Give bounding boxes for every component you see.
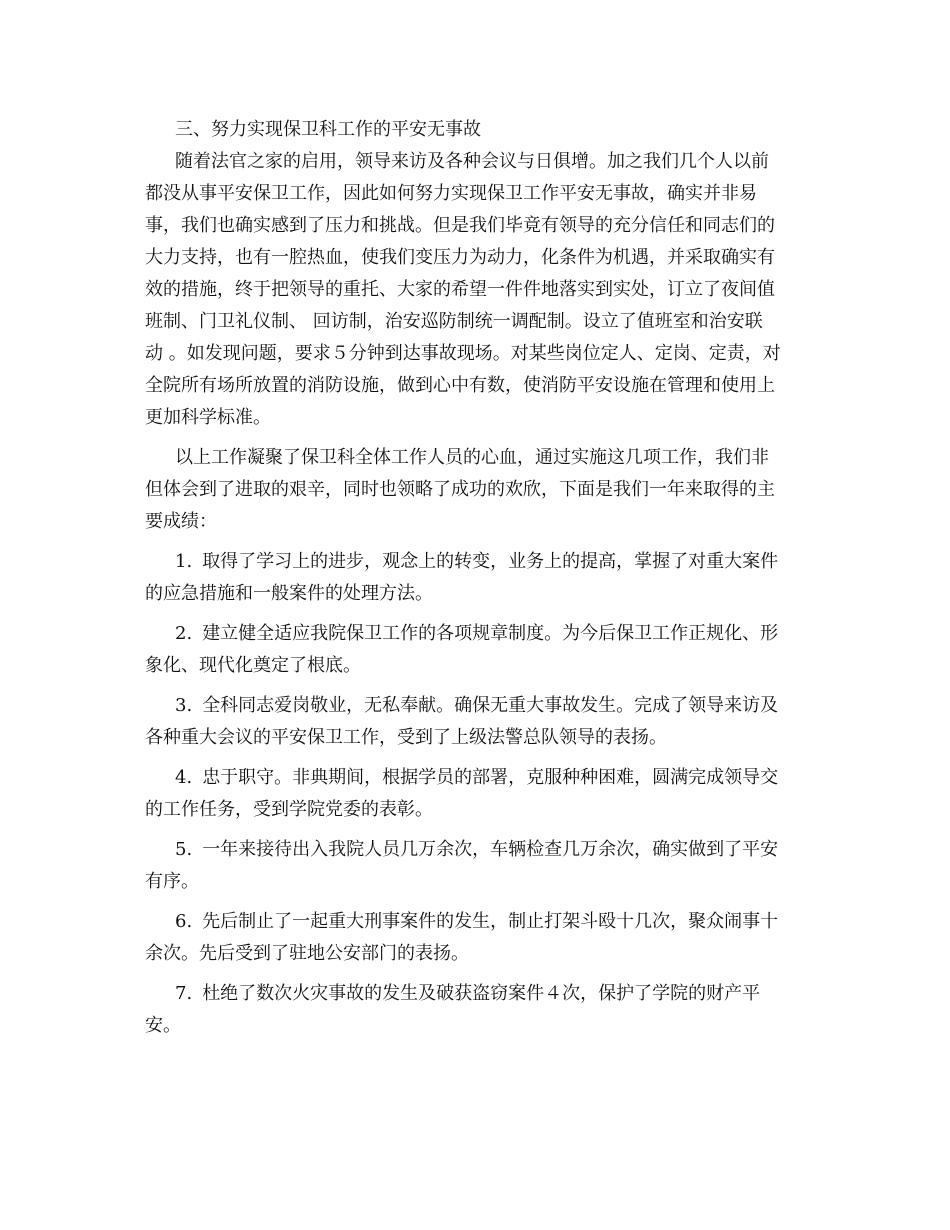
item-text: 余次。先后受到了驻地公安部门的表扬。: [145, 943, 469, 964]
list-item: [145, 690, 810, 754]
item-text: 象化、现代化奠定了根底。: [145, 655, 361, 676]
item-text: 有序。: [145, 871, 199, 892]
item-text: 建立健全适应我院保卫工作的各项规章制度。为今后保卫工作正规化、形: [202, 623, 779, 644]
item-number: 1.: [175, 551, 193, 572]
item-text: 的工作任务，受到学院党委的表彰。: [145, 799, 433, 820]
paragraph-line: 动 。如发现问题，要求５分钟到达事故现场。对某些岗位定人、定岗、定责，对: [145, 343, 781, 364]
item-text: 取得了学习上的进步，观念上的转变，业务上的提高，掌握了对重大案件: [202, 551, 779, 572]
list-item: [145, 834, 810, 898]
list-item: [145, 762, 810, 826]
item-number: 3.: [175, 695, 193, 716]
list-item: [145, 618, 810, 682]
item-text: 的应急措施和一般案件的处理方法。: [145, 583, 433, 604]
paragraph-line: 随着法官之家的启用，领导来访及各种会议与日俱增。加之我们几个人以前: [175, 151, 769, 172]
paragraph-line: 效的措施，终于把领导的重托、大家的希望一件件地落实到实处，订立了夜间值: [145, 279, 775, 300]
paragraph-line: 要成绩：: [145, 511, 217, 532]
item-number: 6.: [175, 911, 193, 932]
paragraph-1: [145, 146, 810, 434]
item-number: 5.: [175, 839, 193, 860]
item-text: 一年来接待出入我院人员几万余次，车辆检查几万余次，确实做到了平安: [202, 839, 779, 860]
paragraph-line: 更加科学标准。: [145, 407, 271, 428]
list-item: [145, 546, 810, 610]
item-text: 各种重大会议的平安保卫工作，受到了上级法警总队领导的表扬。: [145, 727, 667, 748]
paragraph-line: 但体会到了进取的艰辛，同时也领略了成功的欢欣，下面是我们一年来取得的主: [145, 479, 775, 500]
document-body: [145, 114, 810, 1042]
item-text: 全科同志爱岗敬业，无私奉献。确保无重大事故发生。完成了领导来访及: [202, 695, 779, 716]
paragraph-2: [145, 442, 810, 538]
paragraph-line: 都没从事平安保卫工作，因此如何努力实现保卫工作平安无事故，确实并非易: [145, 183, 757, 204]
item-text: 杜绝了数次火灾事故的发生及破获盗窃案件４次，保护了学院的财产平: [202, 983, 761, 1004]
item-text: 安。: [145, 1015, 181, 1036]
item-text: 先后制止了一起重大刑事案件的发生，制止打架斗殴十几次，聚众闹事十: [202, 911, 779, 932]
item-text: 忠于职守。非典期间，根据学员的部署，克服种种困难，圆满完成领导交: [202, 767, 779, 788]
paragraph-line: 事，我们也确实感到了压力和挑战。但是我们毕竟有领导的充分信任和同志们的: [145, 215, 775, 236]
list-item: [145, 978, 810, 1042]
item-number: 7.: [175, 983, 193, 1004]
paragraph-line: 大力支持，也有一腔热血，使我们变压力为动力，化条件为机遇，并采取确实有: [145, 247, 775, 268]
achievement-list: [145, 546, 810, 1042]
paragraph-line: 全院所有场所放置的消防设施，做到心中有数，使消防平安设施在管理和使用上: [145, 375, 775, 396]
paragraph-line: 以上工作凝聚了保卫科全体工作人员的心血，通过实施这几项工作，我们非: [175, 447, 769, 468]
section-heading: 三、努力实现保卫科工作的平安无事故: [175, 119, 481, 140]
paragraph-line: 班制、门卫礼仪制、 回访制，治安巡防制统一调配制。设立了值班室和治安联: [145, 311, 763, 332]
item-number: 2.: [175, 623, 193, 644]
item-number: 4.: [175, 767, 193, 788]
list-item: [145, 906, 810, 970]
